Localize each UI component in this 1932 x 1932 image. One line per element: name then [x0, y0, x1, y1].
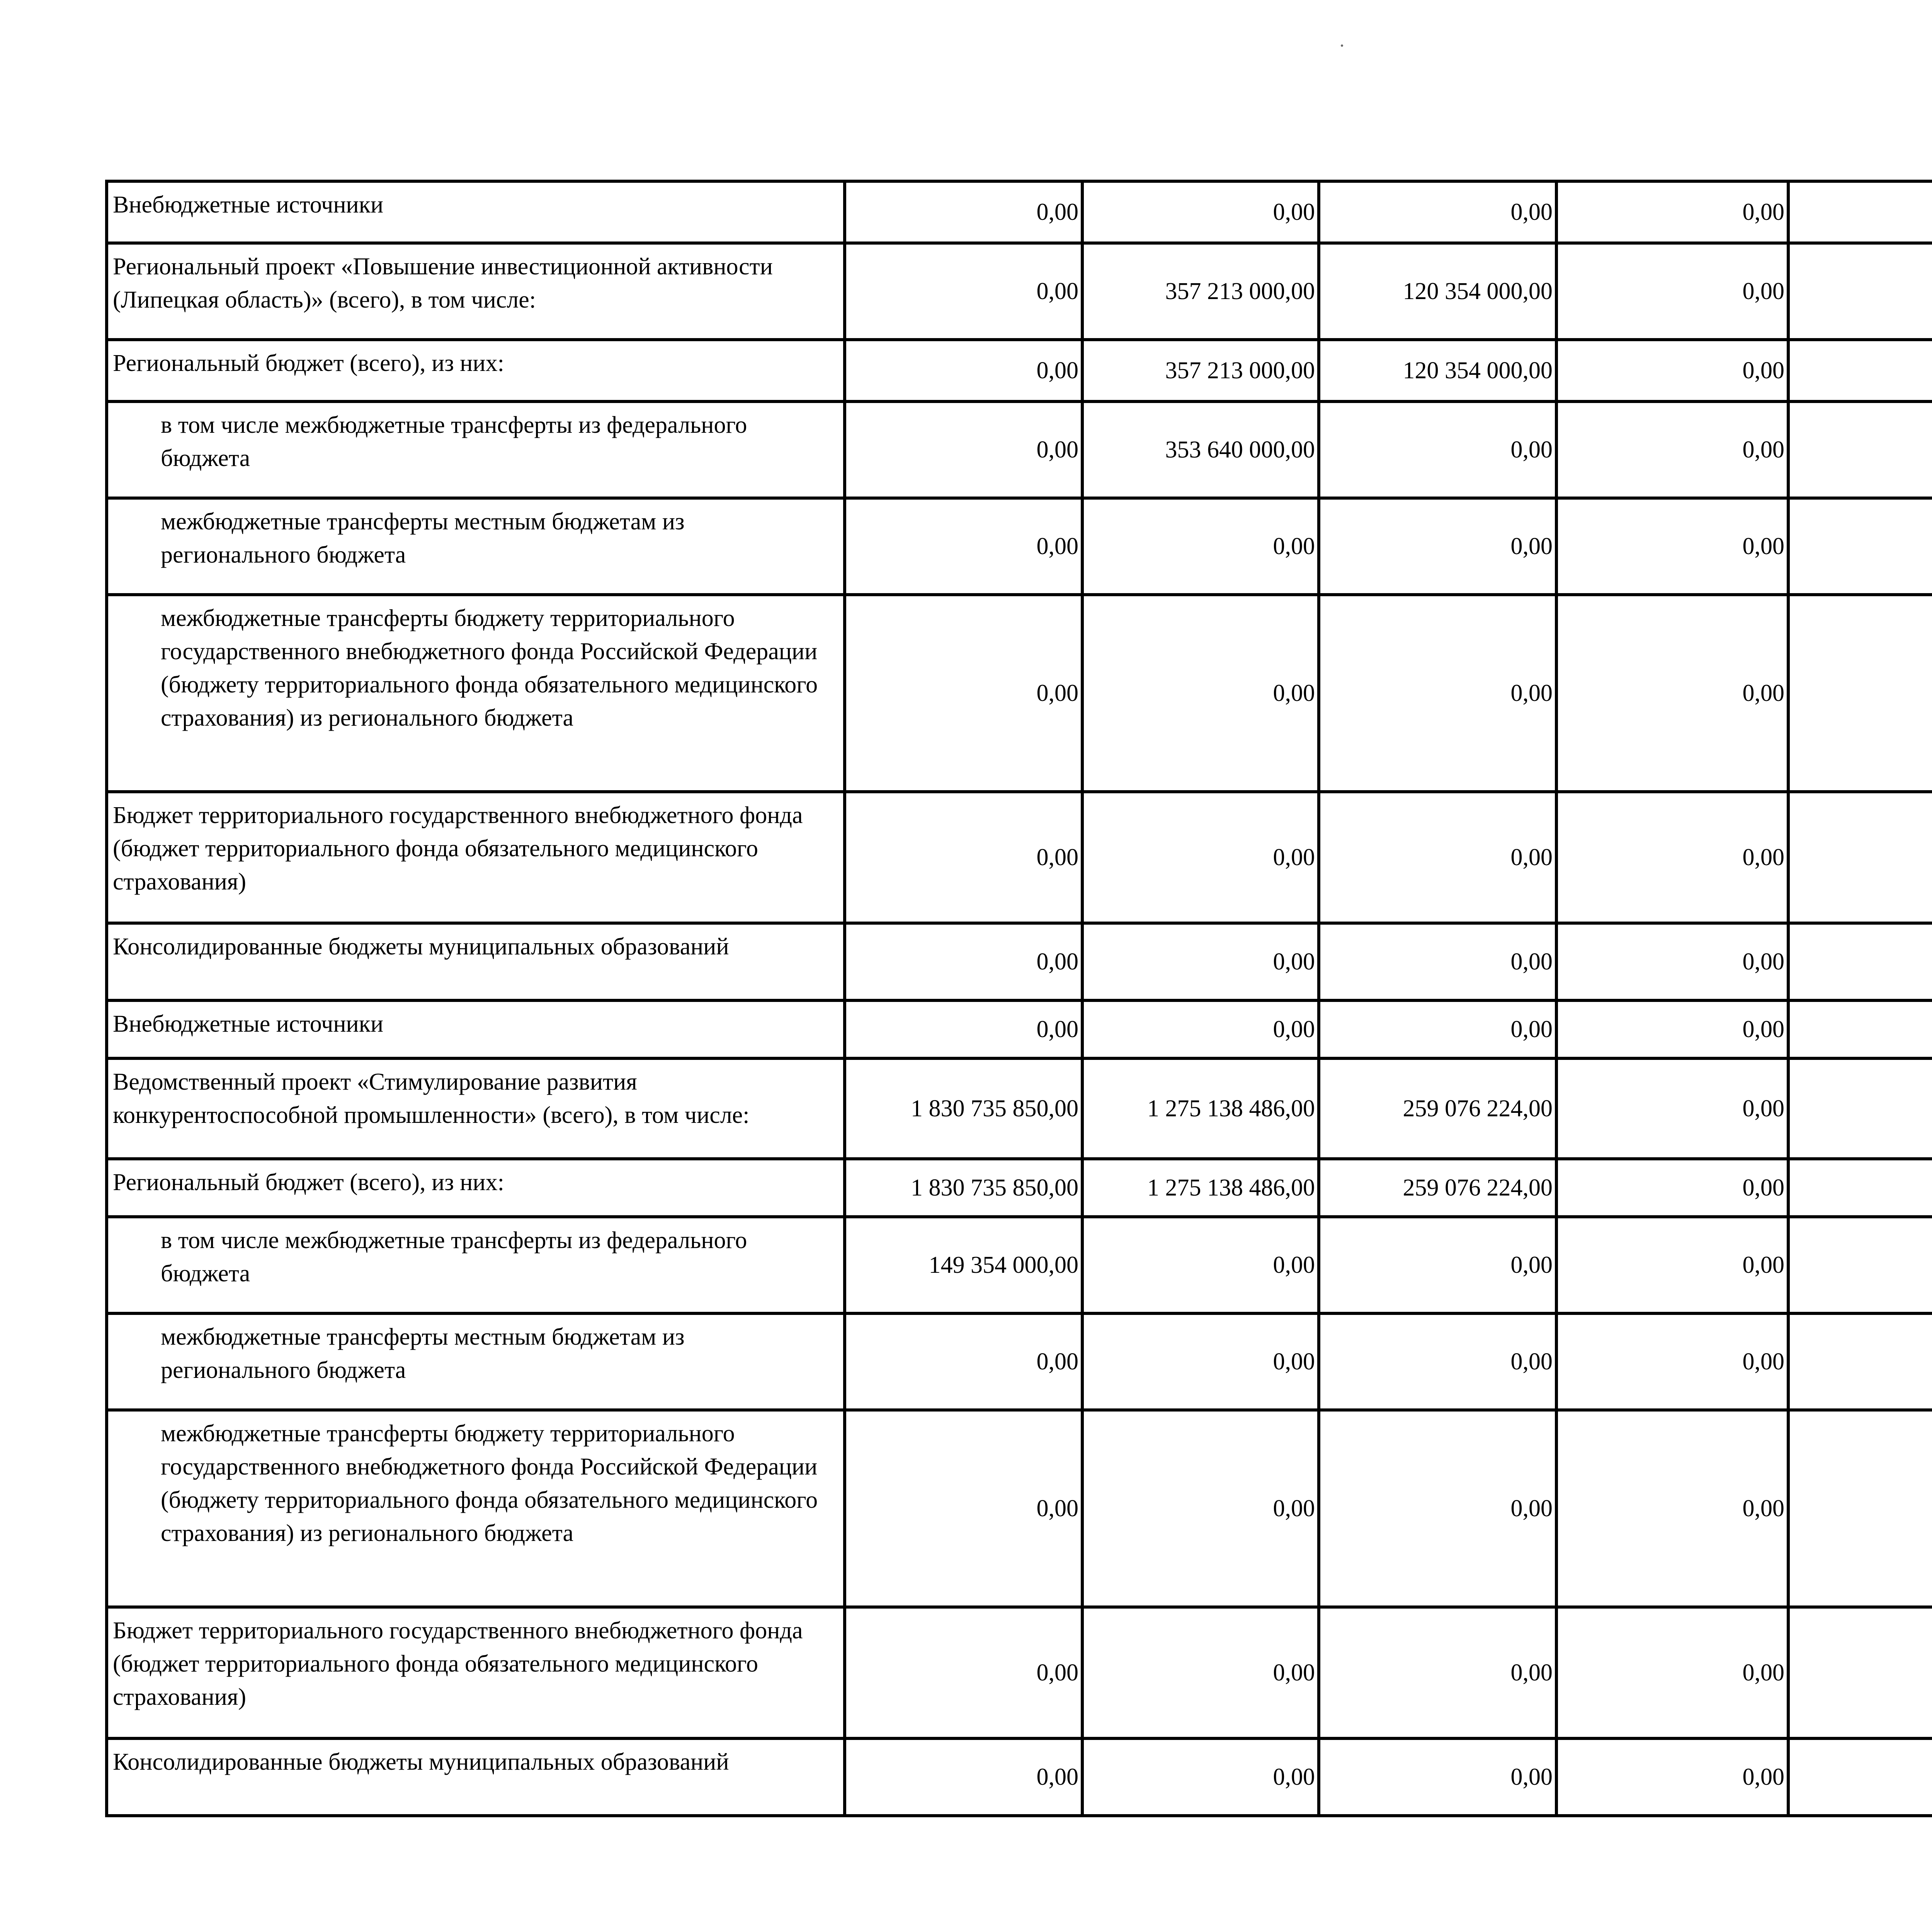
amount-cell-year-2028 — [1788, 181, 1932, 243]
amount-cell-year-2025: 0,00 — [1082, 1738, 1319, 1816]
amount-cell-year-2024: 1 830 735 850,00 — [845, 1058, 1082, 1159]
amount-cell-year-2024: 0,00 — [845, 340, 1082, 401]
amount-cell-year-2026: 0,00 — [1319, 1410, 1556, 1607]
amount-cell-year-2028 — [1788, 1313, 1932, 1410]
amount-cell-year-2025: 0,00 — [1082, 1217, 1319, 1313]
amount-cell-year-2028 — [1788, 1410, 1932, 1607]
amount-cell-year-2027: 0,00 — [1556, 1738, 1788, 1816]
amount-cell-year-2025: 0,00 — [1082, 1000, 1319, 1058]
row-label: Консолидированные бюджеты муниципальных образований — [107, 1738, 845, 1816]
amount-cell-year-2026: 0,00 — [1319, 923, 1556, 1000]
amount-cell-year-2025: 353 640 000,00 — [1082, 401, 1319, 498]
amount-cell-year-2027: 0,00 — [1556, 181, 1788, 243]
amount-cell-year-2026: 259 076 224,00 — [1319, 1058, 1556, 1159]
amount-cell-year-2025: 0,00 — [1082, 1607, 1319, 1738]
table-row — [107, 401, 1932, 498]
table-row — [107, 243, 1932, 340]
amount-cell-year-2024: 0,00 — [845, 1738, 1082, 1816]
amount-cell-year-2028 — [1788, 595, 1932, 792]
amount-cell-year-2026: 0,00 — [1319, 1607, 1556, 1738]
amount-cell-year-2028 — [1788, 1000, 1932, 1058]
amount-cell-year-2025: 0,00 — [1082, 792, 1319, 923]
row-label: Внебюджетные источники — [107, 1000, 845, 1058]
amount-cell-year-2026: 0,00 — [1319, 181, 1556, 243]
amount-cell-year-2026: 120 354 000,00 — [1319, 340, 1556, 401]
amount-cell-year-2024: 0,00 — [845, 181, 1082, 243]
table-row — [107, 923, 1932, 1000]
amount-cell-year-2024: 1 830 735 850,00 — [845, 1159, 1082, 1217]
amount-cell-year-2024: 0,00 — [845, 792, 1082, 923]
amount-cell-year-2025: 1 275 138 486,00 — [1082, 1159, 1319, 1217]
amount-cell-year-2024: 0,00 — [845, 923, 1082, 1000]
row-label: межбюджетные трансферты местным бюджетам из регионального бюджета — [107, 498, 845, 595]
amount-cell-year-2025: 1 275 138 486,00 — [1082, 1058, 1319, 1159]
amount-cell-year-2025: 0,00 — [1082, 181, 1319, 243]
amount-cell-year-2027: 0,00 — [1556, 1313, 1788, 1410]
amount-cell-year-2025: 0,00 — [1082, 1410, 1319, 1607]
amount-cell-year-2024: 0,00 — [845, 243, 1082, 340]
amount-cell-year-2026: 0,00 — [1319, 1217, 1556, 1313]
row-label: Консолидированные бюджеты муниципальных образований — [107, 923, 845, 1000]
amount-cell-year-2027: 0,00 — [1556, 1159, 1788, 1217]
amount-cell-year-2027: 0,00 — [1556, 1000, 1788, 1058]
table-row — [107, 1058, 1932, 1159]
amount-cell-year-2025: 0,00 — [1082, 923, 1319, 1000]
amount-cell-year-2027: 0,00 — [1556, 1058, 1788, 1159]
table-row — [107, 1159, 1932, 1217]
amount-cell-year-2028 — [1788, 243, 1932, 340]
row-label: Региональный проект «Повышение инвестиционной активности (Липецкая область)» (всего), в том числе: — [107, 243, 845, 340]
amount-cell-year-2024: 0,00 — [845, 401, 1082, 498]
amount-cell-year-2028 — [1788, 1738, 1932, 1816]
amount-cell-year-2027: 0,00 — [1556, 1410, 1788, 1607]
amount-cell-year-2024: 149 354 000,00 — [845, 1217, 1082, 1313]
amount-cell-year-2026: 0,00 — [1319, 1000, 1556, 1058]
amount-cell-year-2026: 120 354 000,00 — [1319, 243, 1556, 340]
amount-cell-year-2027: 0,00 — [1556, 1217, 1788, 1313]
table-row — [107, 1000, 1932, 1058]
table-row — [107, 1607, 1932, 1738]
amount-cell-year-2024: 0,00 — [845, 498, 1082, 595]
amount-cell-year-2024: 0,00 — [845, 1410, 1082, 1607]
amount-cell-year-2028 — [1788, 792, 1932, 923]
amount-cell-year-2026: 0,00 — [1319, 1738, 1556, 1816]
row-label: Ведомственный проект «Стимулирование развития конкурентоспособной промышленности» (всего), в том числе: — [107, 1058, 845, 1159]
row-label: в том числе межбюджетные трансферты из федерального бюджета — [107, 1217, 845, 1313]
table-row — [107, 1313, 1932, 1410]
amount-cell-year-2024: 0,00 — [845, 1000, 1082, 1058]
amount-cell-year-2028 — [1788, 1159, 1932, 1217]
row-label: межбюджетные трансферты бюджету территориального государственного внебюджетного фонда Российской Федерации (бюджету территориального фонда обязательного медицинского страхования) из регионального бюджета — [107, 1410, 845, 1607]
table-row — [107, 181, 1932, 243]
row-label: Бюджет территориального государственного внебюджетного фонда (бюджет территориального фонда обязательного медицинского страхования) — [107, 1607, 845, 1738]
amount-cell-year-2026: 0,00 — [1319, 401, 1556, 498]
amount-cell-year-2028 — [1788, 498, 1932, 595]
budget-table-body — [107, 181, 1932, 1816]
table-row — [107, 498, 1932, 595]
amount-cell-year-2027: 0,00 — [1556, 243, 1788, 340]
row-label: Региональный бюджет (всего), из них: — [107, 340, 845, 401]
amount-cell-year-2027: 0,00 — [1556, 401, 1788, 498]
row-label: Региональный бюджет (всего), из них: — [107, 1159, 845, 1217]
amount-cell-year-2028 — [1788, 923, 1932, 1000]
amount-cell-year-2026: 259 076 224,00 — [1319, 1159, 1556, 1217]
table-row — [107, 1738, 1932, 1816]
row-label: межбюджетные трансферты местным бюджетам из регионального бюджета — [107, 1313, 845, 1410]
table-row — [107, 340, 1932, 401]
row-label: межбюджетные трансферты бюджету территориального государственного внебюджетного фонда Российской Федерации (бюджету территориального фонда обязательного медицинского страхования) из регионального бюджета — [107, 595, 845, 792]
amount-cell-year-2028 — [1788, 1607, 1932, 1738]
amount-cell-year-2026: 0,00 — [1319, 1313, 1556, 1410]
amount-cell-year-2025: 0,00 — [1082, 498, 1319, 595]
amount-cell-year-2027: 0,00 — [1556, 923, 1788, 1000]
amount-cell-year-2025: 0,00 — [1082, 595, 1319, 792]
amount-cell-year-2024: 0,00 — [845, 1607, 1082, 1738]
amount-cell-year-2027: 0,00 — [1556, 1607, 1788, 1738]
amount-cell-year-2026: 0,00 — [1319, 498, 1556, 595]
row-label: Бюджет территориального государственного внебюджетного фонда (бюджет территориального фонда обязательного медицинского страхования) — [107, 792, 845, 923]
amount-cell-year-2026: 0,00 — [1319, 595, 1556, 792]
amount-cell-year-2025: 357 213 000,00 — [1082, 243, 1319, 340]
amount-cell-year-2027: 0,00 — [1556, 340, 1788, 401]
amount-cell-year-2024: 0,00 — [845, 1313, 1082, 1410]
scan-speck — [1341, 44, 1343, 47]
amount-cell-year-2027: 0,00 — [1556, 595, 1788, 792]
amount-cell-year-2028 — [1788, 1217, 1932, 1313]
amount-cell-year-2028 — [1788, 401, 1932, 498]
amount-cell-year-2025: 357 213 000,00 — [1082, 340, 1319, 401]
row-label: Внебюджетные источники — [107, 181, 845, 243]
amount-cell-year-2025: 0,00 — [1082, 1313, 1319, 1410]
budget-table — [105, 180, 1932, 1817]
amount-cell-year-2027: 0,00 — [1556, 498, 1788, 595]
row-label: в том числе межбюджетные трансферты из федерального бюджета — [107, 401, 845, 498]
amount-cell-year-2026: 0,00 — [1319, 792, 1556, 923]
amount-cell-year-2028 — [1788, 340, 1932, 401]
amount-cell-year-2027: 0,00 — [1556, 792, 1788, 923]
table-row — [107, 595, 1932, 792]
table-row — [107, 1410, 1932, 1607]
amount-cell-year-2028 — [1788, 1058, 1932, 1159]
amount-cell-year-2024: 0,00 — [845, 595, 1082, 792]
table-row — [107, 1217, 1932, 1313]
table-row — [107, 792, 1932, 923]
